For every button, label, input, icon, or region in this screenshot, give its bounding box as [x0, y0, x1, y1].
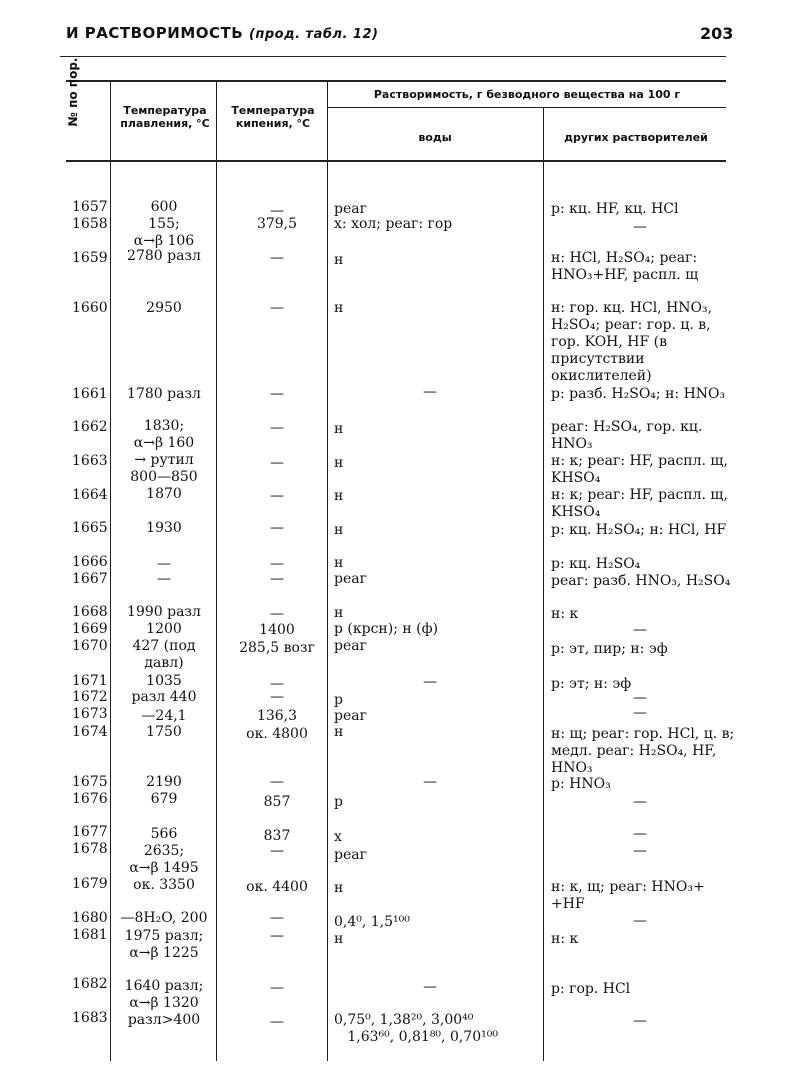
other-cell: —: [633, 794, 647, 810]
boiling-cell: —: [270, 556, 284, 572]
other-cell: —: [633, 622, 647, 638]
water-cell: —: [423, 979, 437, 995]
water-cell: н: [334, 931, 344, 947]
row-number: 1667: [72, 571, 108, 587]
water-cell: н: [334, 724, 344, 740]
melting-cell: 1870: [146, 486, 182, 502]
boiling-cell: 1400: [259, 622, 295, 638]
boiling-cell: —: [270, 203, 284, 219]
other-cell: —: [633, 690, 647, 706]
other-cell: н: к: [551, 931, 579, 947]
boiling-cell: —: [270, 606, 284, 622]
water-cell: 0,75⁰, 1,38²⁰, 3,00⁴⁰ 1,63⁶⁰, 0,81⁸⁰, 0,70¹⁰⁰: [334, 1012, 498, 1045]
melting-cell: 2635; α→β 1495: [129, 843, 199, 876]
boiling-cell: ок. 4800: [246, 726, 308, 742]
melting-cell: ок. 3350: [133, 877, 195, 893]
boiling-cell: —: [270, 910, 284, 926]
water-cell: —: [423, 774, 437, 790]
row-number: 1670: [72, 638, 108, 654]
other-cell: р: разб. H₂SO₄; н: HNO₃: [551, 386, 726, 402]
boiling-cell: —: [270, 420, 284, 436]
row-number: 1681: [72, 927, 108, 943]
boiling-cell: 379,5: [256, 216, 298, 232]
boiling-cell: —: [270, 843, 284, 859]
row-number: 1662: [72, 419, 108, 435]
boiling-cell: —: [270, 928, 284, 944]
row-number: 1671: [72, 673, 108, 689]
water-cell: —: [423, 674, 437, 690]
row-number: 1677: [72, 824, 108, 840]
col-divider-2: [216, 81, 217, 1061]
row-number: 1679: [72, 876, 108, 892]
water-cell: р: [334, 794, 343, 810]
row-number: 1661: [72, 386, 108, 402]
melting-cell: —: [157, 556, 171, 572]
melting-cell: 1640 разл; α→β 1320: [124, 978, 204, 1011]
other-cell: —: [633, 843, 647, 859]
melting-cell: 600: [150, 199, 178, 215]
boiling-cell: 837: [263, 828, 291, 844]
melting-cell: —24,1: [141, 708, 187, 724]
melting-cell: 1035: [146, 673, 182, 689]
melting-cell: 1990 разл: [127, 604, 201, 620]
col-header-boiling: Температура кипения, °С: [231, 104, 315, 130]
water-cell: реаг: [334, 708, 367, 724]
other-cell: н: HCl, H₂SO₄; реаг: HNO₃+HF, распл. щ: [551, 250, 699, 283]
page-title: [66, 24, 378, 42]
row-number: 1663: [72, 453, 108, 469]
other-cell: р: кц. HF, кц. HCl: [551, 201, 679, 217]
col-header-water: воды: [418, 131, 452, 144]
other-cell: р: эт; н: эф: [551, 676, 632, 692]
col-header-number: № по пор.: [66, 57, 80, 127]
row-number: 1657: [72, 199, 108, 215]
boiling-cell: —: [270, 1014, 284, 1030]
water-cell: реаг: [334, 201, 367, 217]
boiling-cell: —: [270, 250, 284, 266]
boiling-cell: —: [270, 980, 284, 996]
melting-cell: 2780 разл: [127, 248, 201, 264]
melting-cell: 2190: [146, 774, 182, 790]
other-cell: н: щ; реаг: гор. HCl, ц. в; медл. реаг: H₂SO₄, HF, HNO₃: [551, 726, 735, 776]
water-cell: —: [423, 384, 437, 400]
water-cell: н: [334, 300, 344, 316]
col-divider-4: [543, 107, 544, 1061]
page-number: 203: [700, 24, 734, 43]
boiling-cell: —: [270, 571, 284, 587]
row-number: 1659: [72, 250, 108, 266]
water-cell: р: [334, 692, 343, 708]
other-cell: н: к; реаг: HF, распл. щ, KHSO₄: [551, 487, 728, 520]
melting-cell: → рутил 800—850: [130, 452, 198, 485]
other-cell: р: кц. H₂SO₄: [551, 556, 641, 572]
other-cell: н: к: [551, 606, 579, 622]
melting-cell: разл>400: [127, 1012, 201, 1028]
row-number: 1664: [72, 487, 108, 503]
melting-cell: 2950: [146, 300, 182, 316]
row-number: 1665: [72, 520, 108, 536]
water-cell: н: [334, 252, 344, 268]
col-divider-3: [327, 81, 328, 1061]
water-cell: н: [334, 421, 344, 437]
row-number: 1676: [72, 791, 108, 807]
boiling-cell: 136,3: [256, 708, 298, 724]
melting-cell: 155; α→β 106: [133, 216, 195, 249]
water-cell: н: [334, 488, 344, 504]
col-header-melting: Температура плавления, °С: [120, 104, 210, 130]
boiling-cell: —: [270, 774, 284, 790]
water-cell: н: [334, 880, 344, 896]
other-cell: н: к, щ; реаг: HNO₃+ +HF: [551, 879, 705, 912]
water-cell: реаг: [334, 571, 367, 587]
water-cell: н: [334, 455, 344, 471]
row-number: 1660: [72, 300, 108, 316]
boiling-cell: —: [270, 520, 284, 536]
row-number: 1680: [72, 910, 108, 926]
other-cell: —: [633, 219, 647, 235]
row-number: 1666: [72, 554, 108, 570]
other-cell: —: [633, 826, 647, 842]
water-cell: х: хол; реаг: гор: [334, 216, 453, 232]
row-number: 1658: [72, 216, 108, 232]
other-cell: —: [633, 705, 647, 721]
melting-cell: разл 440: [131, 689, 197, 705]
melting-cell: 1975 разл; α→β 1225: [124, 928, 204, 961]
col-header-solubility: Растворимость, г безводного вещества на 100 г: [373, 88, 681, 101]
header-top-rule: [66, 80, 726, 82]
melting-cell: —8H₂O, 200: [120, 910, 208, 926]
other-cell: реаг: H₂SO₄, гор. кц. HNO₃: [551, 419, 703, 452]
other-cell: —: [633, 913, 647, 929]
water-cell: реаг: [334, 847, 367, 863]
row-number: 1683: [72, 1010, 108, 1026]
melting-cell: 1930: [146, 520, 182, 536]
water-cell: н: [334, 522, 344, 538]
other-cell: н: к; реаг: HF, распл. щ, KHSO₄: [551, 453, 728, 486]
melting-cell: 679: [150, 791, 178, 807]
top-rule: [60, 56, 726, 57]
water-cell: н: [334, 555, 344, 571]
boiling-cell: —: [270, 386, 284, 402]
row-number: 1678: [72, 841, 108, 857]
section-title: И РАСТВОРИМОСТЬ: [66, 24, 244, 42]
other-cell: н: гор. кц. HCl, HNO₃, H₂SO₄; реаг: гор. ц. в, гор. KOH, HF (в присутствии окислителей): [551, 300, 713, 384]
boiling-cell: —: [270, 300, 284, 316]
row-number: 1682: [72, 976, 108, 992]
other-cell: —: [633, 1013, 647, 1029]
header-bottom-rule: [66, 160, 726, 162]
row-number: 1675: [72, 774, 108, 790]
melting-cell: 1830; α→β 160: [133, 418, 195, 451]
melting-cell: 566: [150, 826, 178, 842]
water-cell: реаг: [334, 638, 367, 654]
row-number: 1672: [72, 689, 108, 705]
boiling-cell: —: [270, 455, 284, 471]
other-cell: реаг: разб. HNO₃, H₂SO₄: [551, 573, 731, 589]
melting-cell: 427 (под давл): [132, 638, 196, 671]
row-number: 1673: [72, 706, 108, 722]
col-header-other: других растворителей: [564, 131, 708, 144]
melting-cell: —: [157, 571, 171, 587]
water-cell: н: [334, 605, 344, 621]
other-cell: р: HNO₃: [551, 776, 611, 792]
boiling-cell: —: [270, 676, 284, 692]
melting-cell: 1200: [146, 621, 182, 637]
boiling-cell: 285,5 возг: [239, 640, 315, 656]
section-subtitle: (прод. табл. 12): [248, 27, 379, 42]
melting-cell: 1780 разл: [127, 386, 201, 402]
water-cell: р (крсн); н (ф): [334, 621, 439, 637]
water-cell: х: [334, 829, 342, 845]
other-cell: р: гор. HCl: [551, 981, 631, 997]
row-number: 1669: [72, 621, 108, 637]
solubility-subrule: [327, 107, 726, 108]
boiling-cell: 857: [263, 794, 291, 810]
row-number: 1674: [72, 724, 108, 740]
other-cell: р: кц. H₂SO₄; н: HCl, HF: [551, 522, 727, 538]
boiling-cell: —: [270, 689, 284, 705]
other-cell: р: эт, пир; н: эф: [551, 641, 668, 657]
row-number: 1668: [72, 604, 108, 620]
water-cell: 0,4⁰, 1,5¹⁰⁰: [334, 914, 410, 930]
boiling-cell: ок. 4400: [246, 879, 308, 895]
boiling-cell: —: [270, 488, 284, 504]
melting-cell: 1750: [146, 724, 182, 740]
